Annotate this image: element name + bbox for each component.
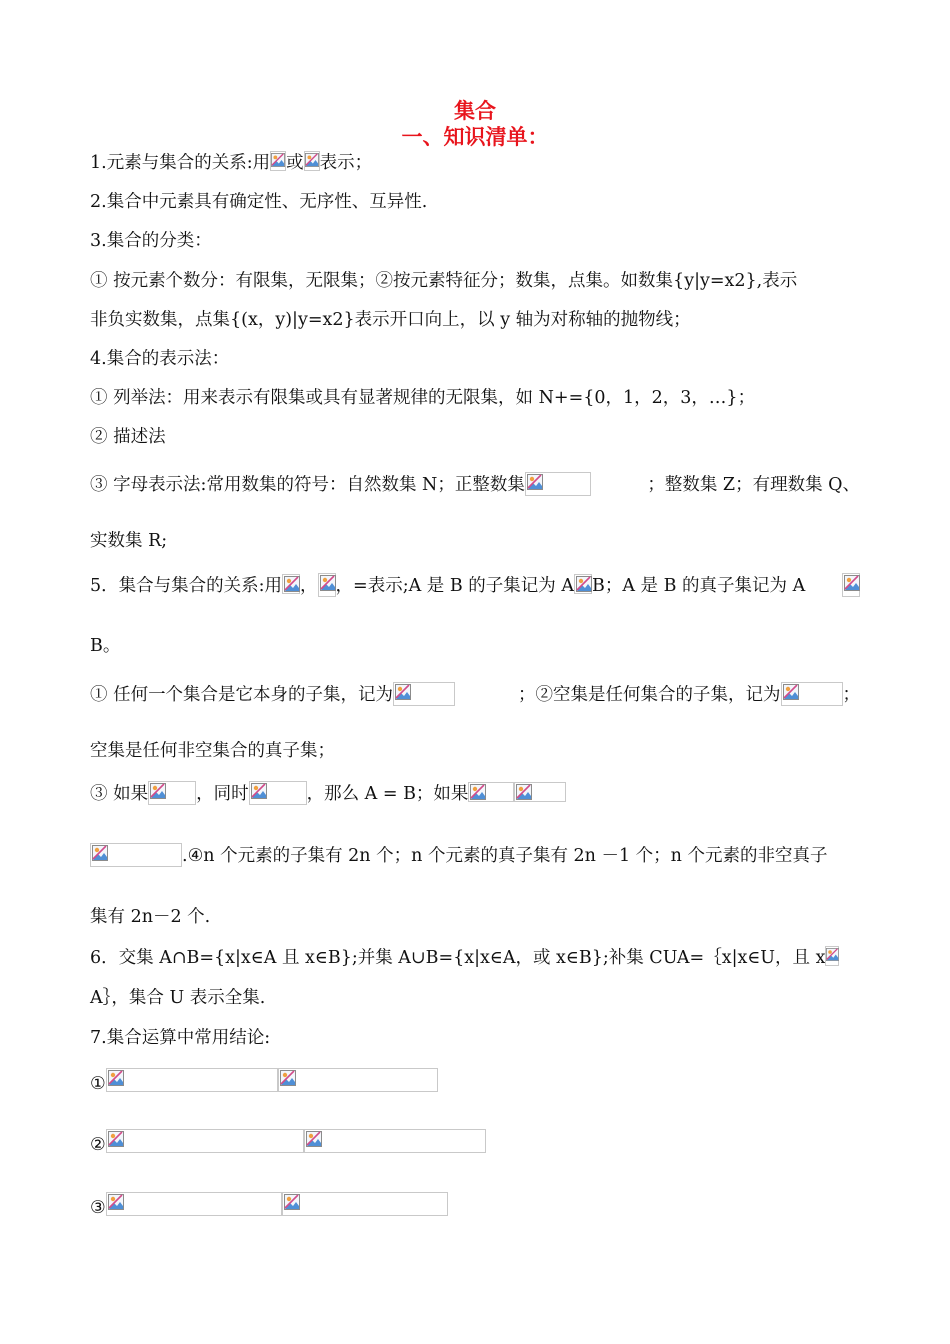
item-5-line-1: 5．集合与集合的关系:用 ， ，=表示;A 是 B 的子集记为 A B；A 是 B 的真子集记为 A bbox=[90, 573, 860, 599]
item-6-line-2: A｝，集合 U 表示全集. bbox=[90, 988, 266, 1008]
broken-image-icon bbox=[282, 1192, 448, 1216]
item-7-heading: 7.集合运算中常用结论: bbox=[90, 1028, 271, 1048]
section-heading: 一、知识清单： bbox=[401, 125, 549, 149]
broken-image-icon bbox=[90, 843, 182, 867]
broken-image-icon bbox=[318, 573, 336, 597]
broken-image-icon bbox=[106, 1068, 278, 1092]
broken-image-icon bbox=[393, 682, 455, 706]
broken-image-icon bbox=[304, 1129, 486, 1153]
item-7-formula-1: ① bbox=[90, 1068, 860, 1097]
broken-image-icon bbox=[304, 151, 320, 171]
item-4-heading: 4.集合的表示法： bbox=[90, 349, 230, 369]
item-3-line-1: ① 按元素个数分：有限集，无限集；②按元素特征分；数集，点集。如数集{y|y=x2},表示 bbox=[90, 271, 798, 291]
broken-image-icon bbox=[278, 1068, 438, 1092]
broken-image-icon bbox=[525, 472, 591, 496]
item-5-line-7: 集有 2n－2 个. bbox=[90, 907, 211, 927]
broken-image-icon bbox=[574, 574, 592, 594]
broken-image-icon bbox=[781, 682, 843, 706]
item-2: 2.集合中元素具有确定性、无序性、互异性. bbox=[90, 192, 428, 212]
item-5-line-4: 空集是任何非空集合的真子集； bbox=[90, 741, 335, 761]
item-6-line-1: 6．交集 A∩B={x|x∈A 且 x∈B};并集 A∪B={x|x∈A，或 x∈B};补集 CUA=｛x|x∈U，且 x bbox=[90, 945, 860, 971]
item-5-line-3: ① 任何一个集合是它本身的子集，记为 ；②空集是任何集合的子集，记为 ； bbox=[90, 682, 860, 708]
broken-image-icon bbox=[148, 781, 196, 805]
broken-image-icon bbox=[514, 782, 566, 802]
broken-image-icon bbox=[468, 782, 514, 802]
item-4-line-2: ② 描述法 bbox=[90, 427, 166, 447]
item-7-formula-3: ③ bbox=[90, 1192, 860, 1221]
item-3-heading: 3.集合的分类： bbox=[90, 231, 212, 251]
item-1: 1.元素与集合的关系:用 或 表示； bbox=[90, 153, 373, 173]
page-title: 集合 bbox=[454, 99, 496, 123]
broken-image-icon bbox=[825, 946, 839, 966]
broken-image-icon bbox=[106, 1192, 282, 1216]
broken-image-icon bbox=[270, 151, 286, 171]
item-4-line-4: 实数集 R; bbox=[90, 531, 168, 551]
item-5-line-6: .④n 个元素的子集有 2n 个；n 个元素的真子集有 2n －1 个；n 个元素的非空真子 bbox=[90, 843, 860, 869]
broken-image-icon bbox=[106, 1129, 304, 1153]
broken-image-icon bbox=[842, 573, 860, 597]
broken-image-icon bbox=[249, 781, 307, 805]
item-5-line-2: B。 bbox=[90, 636, 121, 656]
item-7-formula-2: ② bbox=[90, 1129, 860, 1158]
item-5-line-5: ③ 如果 ，同时 ，那么 A = B；如果 bbox=[90, 781, 860, 807]
item-4-line-1: ① 列举法：用来表示有限集或具有显著规律的无限集，如 N+={0，1，2，3，…}； bbox=[90, 388, 756, 408]
item-4-line-3: ③ 字母表示法:常用数集的符号：自然数集 N；正整数集 ；整数集 Z；有理数集 Q、 bbox=[90, 472, 860, 498]
broken-image-icon bbox=[282, 574, 300, 594]
item-3-line-2: 非负实数集，点集{(x，y)|y=x2}表示开口向上，以 y 轴为对称轴的抛物线； bbox=[90, 310, 691, 330]
